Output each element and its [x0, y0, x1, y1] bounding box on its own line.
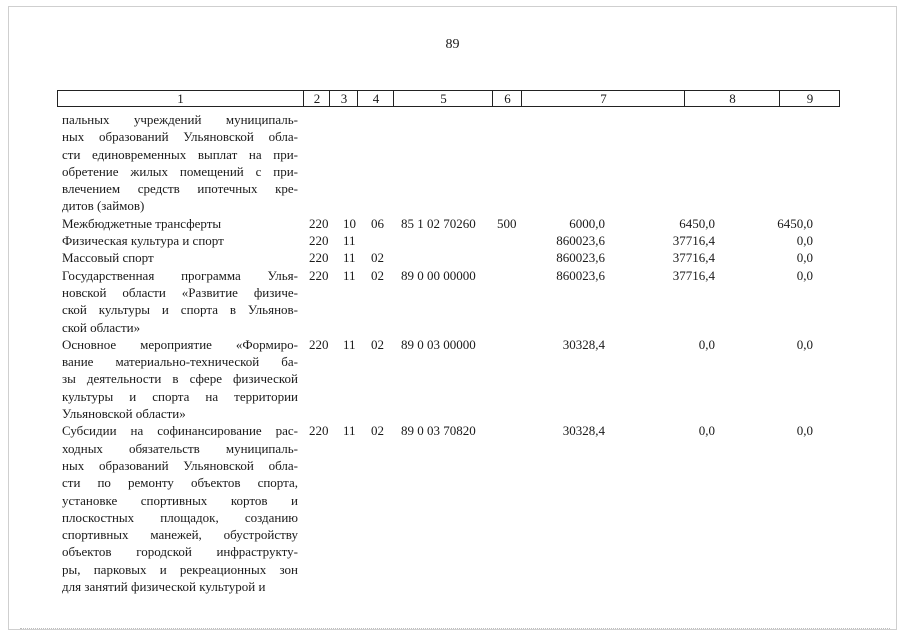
description-line: культуры и спорта на территории	[62, 388, 298, 404]
header-col-6: 6	[492, 91, 522, 106]
cell-col-7: 860023,6	[556, 267, 605, 283]
description-line: установке спортивных кортов и	[62, 492, 298, 508]
cell-col-9: 0,0	[796, 423, 813, 439]
header-col-3: 3	[329, 91, 358, 106]
cell-col-4: 02	[371, 250, 384, 266]
description-line: ской области»	[62, 319, 141, 335]
description-line: объектов городской инфраструкту-	[62, 544, 298, 560]
cell-col-4: 02	[371, 423, 384, 439]
cell-col-8: 6450,0	[679, 215, 715, 231]
description-line: пальных учреждений муниципаль-	[62, 112, 298, 127]
header-col-8: 8	[684, 91, 780, 106]
cell-col-7: 860023,6	[556, 233, 605, 249]
cell-col-7: 860023,6	[556, 250, 605, 266]
cell-col-8: 37716,4	[672, 250, 715, 266]
cell-col-7: 30328,4	[562, 423, 605, 439]
cell-col-2: 220	[309, 423, 329, 439]
cell-col-2: 220	[309, 250, 329, 266]
cell-col-5: 89 0 03 70820	[401, 423, 476, 439]
cell-col-9: 0,0	[796, 250, 813, 266]
cell-col-7: 6000,0	[569, 215, 605, 231]
cell-col-3: 11	[343, 336, 356, 352]
header-col-5: 5	[393, 91, 493, 106]
row-description	[62, 249, 298, 266]
cell-col-3: 10	[343, 215, 356, 231]
cell-col-3: 11	[343, 233, 356, 249]
header-col-4: 4	[357, 91, 394, 106]
description-line: спортивных манежей, обустройству	[62, 527, 298, 543]
description-line: ходных обязательств муниципаль-	[62, 440, 298, 456]
cell-col-5: 89 0 00 00000	[401, 267, 476, 283]
cell-col-8: 37716,4	[672, 233, 715, 249]
bottom-dotted-line	[20, 628, 890, 629]
row-description	[62, 232, 298, 249]
description-line: ных образований Ульяновской обла-	[62, 457, 298, 473]
row-description	[62, 336, 298, 422]
cell-col-8: 37716,4	[672, 267, 715, 283]
description-line: обретение жилых помещений с при-	[62, 163, 298, 179]
cell-col-4: 02	[371, 336, 384, 352]
description-line: Межбюджетные трансферты	[62, 215, 222, 231]
description-line: сти единовременных выплат на при-	[62, 146, 298, 162]
description-line: Субсидии на софинансирование рас-	[62, 423, 298, 439]
description-line: зы деятельности в сфере физической	[62, 371, 298, 387]
cell-col-2: 220	[309, 233, 329, 249]
cell-col-8: 0,0	[698, 336, 715, 352]
row-description	[62, 422, 298, 595]
cell-col-8: 0,0	[698, 423, 715, 439]
description-line: влечением средств ипотечных кре-	[62, 181, 298, 197]
cell-col-3: 11	[343, 267, 356, 283]
row-description	[62, 111, 298, 215]
cell-col-9: 0,0	[796, 233, 813, 249]
header-col-2: 2	[303, 91, 330, 106]
cell-col-5: 85 1 02 70260	[401, 215, 476, 231]
cell-col-9: 0,0	[796, 267, 813, 283]
header-col-1: 1	[177, 91, 184, 106]
cell-col-9: 0,0	[796, 336, 813, 352]
description-line: ской культуры и спорта в Ульянов-	[62, 302, 298, 318]
header-col-7: 7	[521, 91, 685, 106]
cell-col-2: 220	[309, 336, 329, 352]
page-number: 89	[445, 37, 460, 52]
description-line: Массовый спорт	[62, 250, 154, 266]
cell-col-9: 6450,0	[777, 215, 813, 231]
header-col-9: 9	[779, 91, 840, 106]
description-line: сти по ремонту объектов спорта,	[62, 475, 298, 491]
cell-col-4: 06	[371, 215, 384, 231]
description-line: Физическая культура и спорт	[62, 233, 224, 249]
description-line: ных образований Ульяновской обла-	[62, 129, 298, 145]
description-line: дитов (займов)	[62, 198, 145, 214]
description-line: Ульяновской области»	[62, 406, 186, 422]
cell-col-7: 30328,4	[562, 336, 605, 352]
cell-col-4: 02	[371, 267, 384, 283]
cell-col-5: 89 0 03 00000	[401, 336, 476, 352]
description-line: плоскостных площадок, созданию	[62, 509, 298, 525]
description-line: новской области «Развитие физиче-	[62, 284, 298, 300]
description-line: вание материально-технической ба-	[62, 354, 298, 370]
description-line: ры, парковых и рекреационных зон	[62, 561, 298, 577]
row-description	[62, 215, 298, 232]
table-header	[57, 90, 840, 107]
cell-col-6: 500	[497, 215, 517, 231]
description-line: Государственная программа Улья-	[62, 267, 298, 283]
row-description	[62, 267, 298, 336]
description-line: Основное мероприятие «Формиро-	[62, 336, 298, 352]
cell-col-3: 11	[343, 250, 356, 266]
cell-col-2: 220	[309, 267, 329, 283]
description-line: для занятий физической культурой и	[62, 579, 266, 595]
cell-col-2: 220	[309, 215, 329, 231]
cell-col-3: 11	[343, 423, 356, 439]
